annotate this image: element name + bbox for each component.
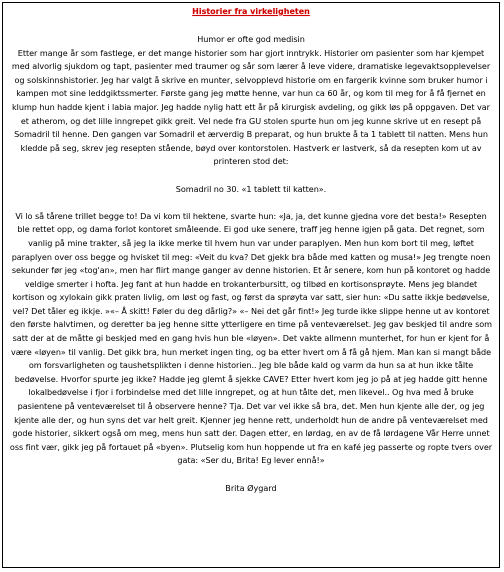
author-signature: Brita Øygard — [225, 482, 277, 493]
document-title: Historier fra virkeligheten — [192, 7, 310, 16]
paragraph-spacer — [9, 196, 493, 210]
prescription-quote: Somadril no 30. «1 tablett til katten». — [175, 183, 327, 194]
document-page — [2, 2, 500, 568]
paragraph-spacer — [9, 468, 493, 482]
document-subtitle: Humor er ofte god medisin — [197, 34, 305, 44]
intro-paragraph: Etter mange år som fastlege, er det mange historier som har gjort inntrykk. Historier om pasienter som har kjempet med alvorlig sjukdom og tapt, pasienter med traumer og sår som lærer å leve videre, dramatiske legevaktsopplevelser og solskinnshistorier. Jeg har valgt å skrive en munter, selvopplevd historie om en fargerik kvinne som bruker humor i kampen mot sine leddgiktssmerter. Første gang jeg møtte henne, var hun ca 60 år, og kom til meg for å få fjernet en klump hun hadde kjent i labia major. Jeg hadde nylig hatt ett år på kirurgisk avdeling, og gikk løs på oppgaven. Det var et atherom, og det lille inngrepet gikk greit. Vel nede fra GU stolen spurte hun om jeg kunne skrive ut en resept på Somadril til henne. Den gangen var Somadril et ærverdig B preparat, og hun brukte å ta 1 tablett til natten. Mens hun kledde på seg, skrev jeg resepten stående, bøyd over kontorstolen. Hastverk er lastverk, så da resepten kom ut av printeren stod det: — [11, 47, 491, 167]
paragraph-spacer — [9, 169, 493, 183]
story-paragraph: Vi lo så tårene trillet begge to! Da vi kom til hektene, svarte hun: «Ja, ja, det kunne gjedna vore det besta!» Resepten ble rettet opp, og dama forlot kontoret småleende. Ei god uke senere, traff jeg henne igjen på gata. Det regnet, som vanlig på mine trakter, så jeg la ikke merke til hvem hun var under paraplyen. Men hun kom bort til meg, løftet paraplyen over oss begge og hvisket til meg: «Veit du kva? Det gjekk bra både med katten og musa!» Jeg trengte noen sekunder før jeg «tog'an», men har flirt mange ganger av denne historien. Et år senere, kom hun på kontoret og hadde veldige smerter i hofta. Jeg fant at hun hadde en trokanterbursitt, og tilbød en kortisonsprøyte. Mens jeg blandet kortison og xylokain gikk praten livlig, om løst og fast, og først da sprøyta var satt, sier hun: «Du satte ikkje bedøvelse, vel? Det tåler eg ikkje. »«– Å skitt! Føler du deg dårlig?» «– Nei det går fint!» Jeg turde ikke slippe henne ut av kontoret den første halvtimen, og deretter ba jeg henne sitte ytterligere en time på venteværelset. Jeg gav beskjed til andre som satt der at de måtte gi beskjed med en gang hvis hun ble «løyen». Det vakte allmenn munterhet, for hun er kjent for å være «løyen» til vanlig. Det gikk bra, hun merket ingen ting, og ba etter hvert om å få gå hjem. Man kan si mangt både om forsvarligheten og taushetsplikten i denne historien.. Jeg ble både kald og varm da hun sa at hun ikke tålte bedøvelse. Hvorfor spurte jeg ikke? Hadde jeg glemt å sjekke CAVE? Etter hvert kom jeg jo på at jeg hadde gitt henne lokalbedøvelse i fjor i forbindelse med det lille inngrepet, og at hun tålte det, men likevel.. Og hva med å bruke pasientene på venteværelset til å observere henne? Tja. Det var vel ikke så bra, det. Men hun kjente alle der, og jeg kjente alle der, og hun syns det var helt greit. Kjenner jeg henne rett, underholdt hun de andre på venteværelset med gode historier, sikkert også om meg, mens hun satt der. Dagen etter, en lørdag, en av de få lørdagene Vår Herre unnet oss fint vær, gikk jeg på fortauet på «byen». Plutselig kom hun hoppende ut fra en kafé jeg passerte og ropte tvers over gata: «Ser du, Brita! Eg lever ennå!» — [9, 210, 493, 466]
